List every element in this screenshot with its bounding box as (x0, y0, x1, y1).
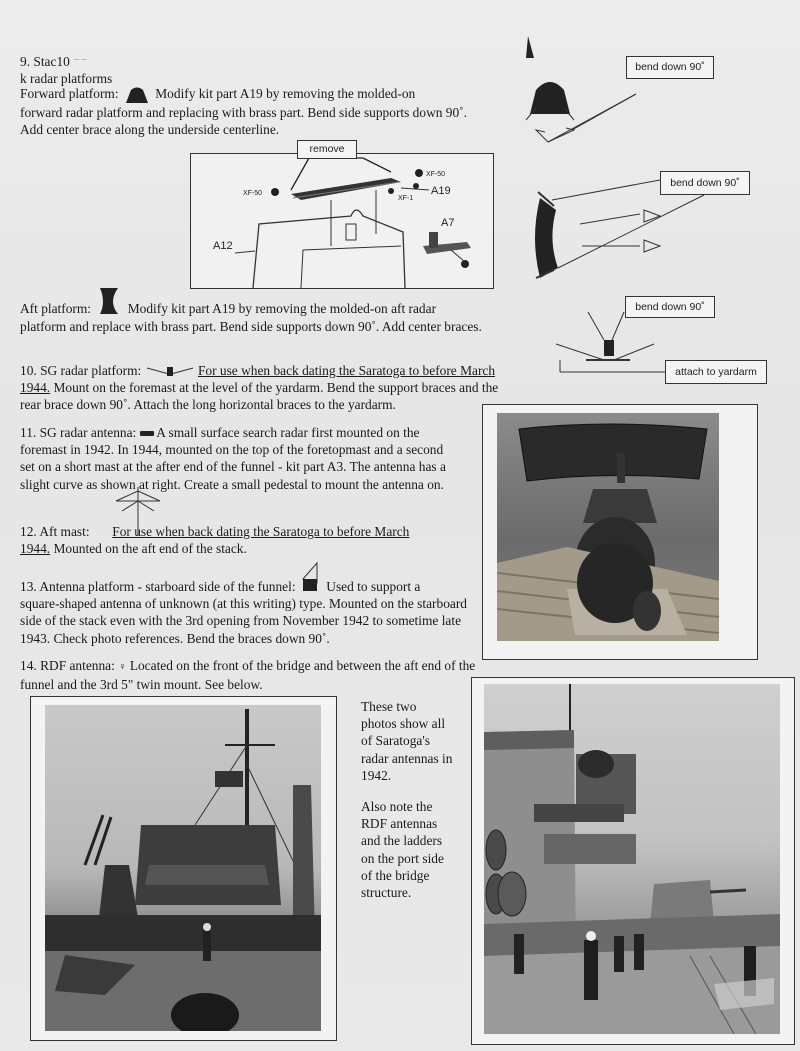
sg-antenna-photo (497, 413, 719, 641)
right-ship-photo (484, 684, 780, 1034)
bend-down-callout-1: bend down 90˚ (626, 56, 714, 79)
sg-antenna-photo-frame (482, 404, 758, 660)
bend-down-callout-2: bend down 90˚ (660, 171, 750, 195)
sg-antenna-icon (140, 431, 154, 436)
left-ship-photo-frame (30, 696, 337, 1041)
label-xf50-right: XF-50 (426, 171, 446, 178)
photo-note-1: These two photos show all of Saratoga's radar antennas in 1942. (361, 699, 453, 783)
left-ship-photo (45, 705, 321, 1031)
aft-mast-icon (108, 487, 168, 539)
forward-platform-icon (122, 86, 152, 104)
right-ship-photo-frame (471, 677, 795, 1045)
label-xf1: XF-1 (398, 195, 414, 202)
right-ship-funnel-drawing (484, 684, 780, 1034)
antenna-platform-icon (299, 561, 323, 595)
attach-to-yardarm-callout: attach to yardarm (665, 360, 767, 384)
label-a12: A12 (213, 240, 233, 252)
rdf-antenna-icon: ♀ (118, 661, 127, 673)
section9-forward-text: Forward platform: Modify kit part A19 by removing the molded-on forward radar platform and replacing with brass part. Bend side supports down 90˚. Add center brace along the underside centerline. (20, 86, 467, 138)
sg-antenna-model-drawing (497, 413, 719, 641)
section9-heading: 9. Stac10 ⁻⁻ k radar platforms (20, 54, 113, 87)
label-a7: A7 (441, 217, 455, 229)
section9-aft-text: Aft platform: Modify kit part A19 by removing the molded-on aft radar platform and replace with brass part. Bend side supports down 90˚. Add center braces. (20, 300, 490, 335)
bend-down-callout-3: bend down 90˚ (625, 296, 715, 318)
photo-note-2: Also note the RDF antennas and the ladders on the port side of the bridge structure. (361, 799, 444, 901)
section14-text: 14. RDF antenna: ♀ Located on the front of the bridge and between the aft end of the funnel and the 3rd 5" twin mount. See below. (20, 658, 476, 693)
label-xf50-left: XF-50 (243, 190, 263, 197)
section13-text: 13. Antenna platform - starboard side of the funnel: Used to support a square-shaped antenna of unknown (at this writing) type. Mounted on the starboard side of the stack even with the 3rd opening from November 1942 to sometime late 1943. Check photo references. Bend the braces down 90˚. (20, 578, 490, 647)
sg-platform-icon (145, 365, 195, 379)
section10-text: 10. SG radar platform: For use when back dating the Saratoga to before March 1944. Mount on the foremast at the level of the yardarm. Bend the support braces and the rear brace down 90˚. Attach the long horizontal braces to the yardarm. (20, 363, 499, 413)
remove-callout: remove (297, 140, 357, 159)
label-a19: A19 (431, 185, 451, 197)
aft-platform-icon (94, 284, 124, 318)
platform-detail-drawings (500, 30, 800, 390)
section12-text: 12. Aft mast: For use when back dating the Saratoga to before March 1944. Mounted on the aft end of the stack. (20, 523, 485, 557)
left-ship-island-drawing (45, 705, 321, 1031)
section11-text: 11. SG radar antenna: A small surface search radar first mounted on the foremast in 1942. In 1944, mounted on the top of the foretopmast and a second set on a short mast at the after end of the funnel - kit part A3. The antenna has a slight curve as shown at right. Create a small pedestal to mount the antenna on. (20, 425, 446, 492)
parts-diagram-drawing (191, 154, 493, 288)
a19-parts-diagram (190, 153, 494, 289)
